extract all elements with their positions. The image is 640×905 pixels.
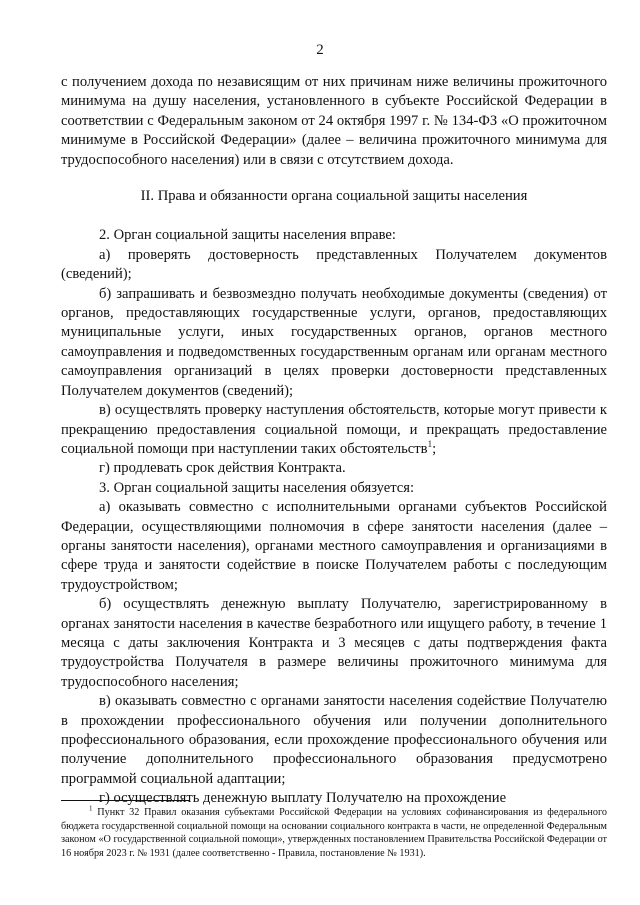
clause-2-intro: 2. Орган социальной защиты населения вправе:: [99, 227, 396, 244]
clause-3-intro: 3. Орган социальной защиты населения обязуется:: [99, 479, 415, 496]
clause-2g: г) продлевать срок действия Контракта.: [99, 460, 346, 477]
clause-2v-text: в) осуществлять проверку наступления обстоятельств, которые могут привести к прекращению предоставления социальной помощи, и прекращать предоставление социальной помощи при наступлении таких обстоятельств: [61, 402, 607, 457]
clause-2a: а) проверять достоверность представленных Получателем документов (сведений);: [61, 246, 607, 283]
clause-3g: г) осуществлять денежную выплату Получателю на прохождение: [99, 790, 507, 807]
section-heading: II. Права и обязанности органа социальной защиты населения: [140, 188, 528, 205]
clause-2v-end: ;: [432, 440, 437, 457]
footnote-mark: 1: [89, 804, 93, 813]
clause-3b: б) осуществлять денежную выплату Получателю, зарегистрированному в органах занятости населения в качестве безработного или ищущего работу, в течение 1 месяца с даты заключения Контракта и 3 месяцев с даты подтверждения факта трудоустройства Получателя в размере величины прожиточного минимума для трудоспособного населения;: [61, 596, 607, 690]
footnote-text: Пункт 32 Правил оказания субъектами Российской Федерации на условиях софинансирования из федерального бюджета государственной социальной помощи на основании социального контракта в части, не определенной Федеральным законом «О государственной социальной помощи», утвержденных постановлением Правительства Российской Федерации от 16 ноября 2023 г. № 1931 (далее соответственно - Правила, постановление № 1931).: [61, 807, 607, 859]
clause-3v: в) оказывать совместно с органами занятости населения содействие Получателю в прохождении профессионального обучения или получении дополнительного профессионального образования, если прохождение профессионального обучения или получение дополнительного профессионального образования предусмотрено программой социальной адаптации;: [61, 693, 607, 787]
clause-3a: а) оказывать совместно с исполнительными органами субъектов Российской Федерации, осуществляющими полномочия в сфере занятости населения (далее – органы занятости населения), органами местного самоуправления и организациями в сфере труда и занятости содействие в поиске Получателем работы с последующим трудоустройством;: [61, 499, 607, 593]
footnote-separator: [61, 800, 189, 801]
clause-2b: б) запрашивать и безвозмездно получать необходимые документы (сведения) от органов, предоставляющих государственные услуги, органов, предоставляющих муниципальные услуги, иных государственных органов, органов местного самоуправления и подведомственных государственным органам или органам местного самоуправления организаций в целях проверки достоверности представленных Получателем документов (сведений);: [61, 285, 607, 399]
footnote-reference[interactable]: 1: [427, 439, 433, 450]
page-number: 2: [316, 42, 324, 58]
paragraph-continuation: с получением дохода по независящим от них причинам ниже величины прожиточного минимума на душу населения, установленного в субъекте Российской Федерации в соответствии с Федеральным законом от 24 октября 1997 г. № 134-ФЗ «О прожиточном минимуме в Российской Федерации» (далее – величина прожиточного минимума для трудоспособного населения) или в связи с отсутствием дохода.: [61, 74, 607, 168]
clause-2v: [61, 401, 607, 459]
document-body: [61, 73, 607, 809]
footnote: [61, 806, 607, 860]
